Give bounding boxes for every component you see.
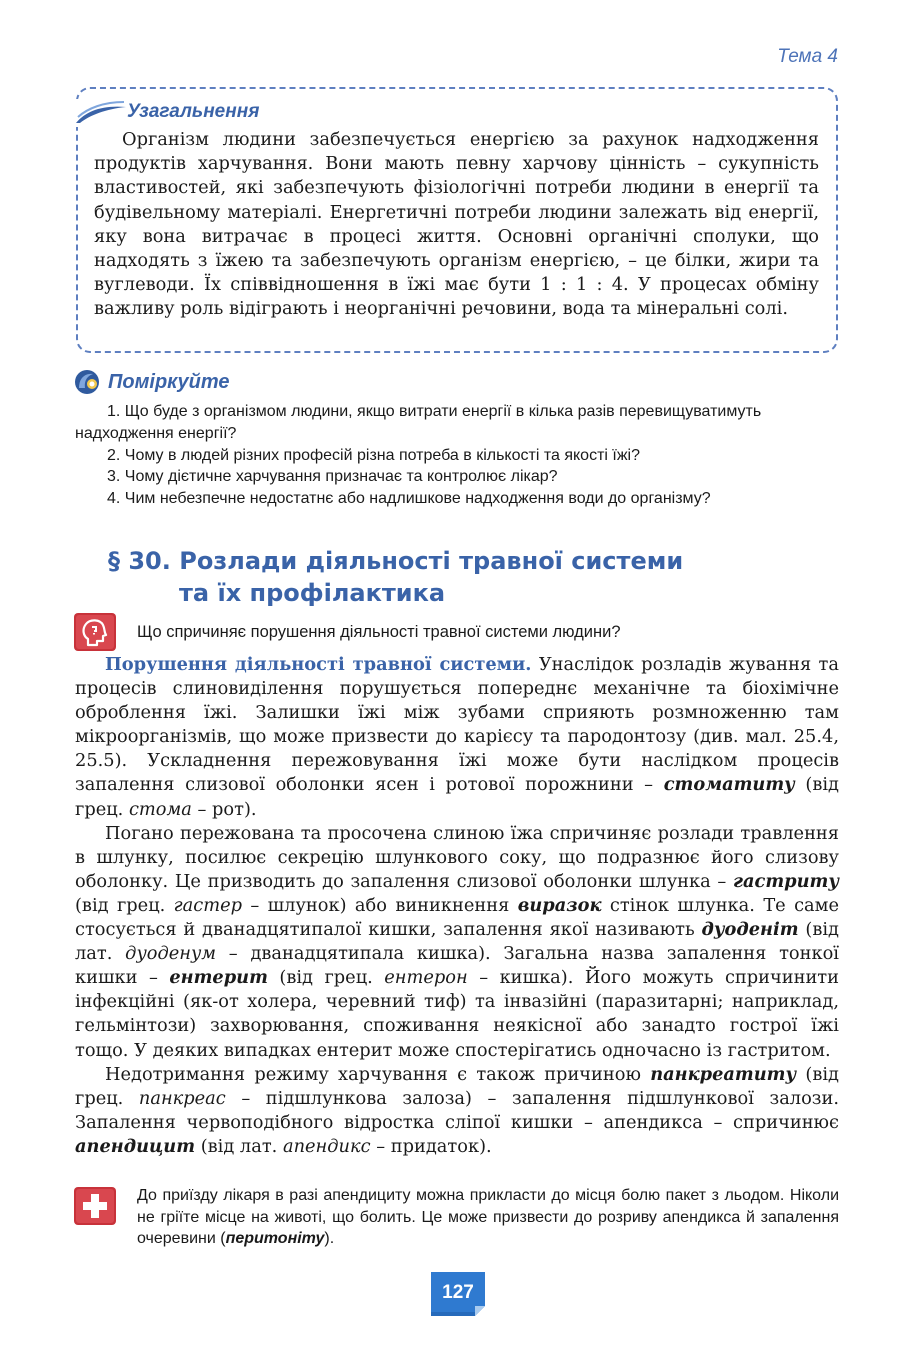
term: гастриту bbox=[733, 870, 839, 892]
term: апендицит bbox=[75, 1135, 196, 1157]
text-run: (від лат. bbox=[195, 1135, 283, 1157]
paragraph-1 bbox=[75, 653, 839, 822]
term: панкреатиту bbox=[650, 1063, 797, 1085]
section-question: Що спричиняє порушення діяльності травної системи людини? bbox=[137, 623, 621, 641]
term: виразок bbox=[517, 894, 602, 916]
main-text bbox=[75, 653, 839, 1159]
text-run: (від грец. bbox=[75, 774, 839, 820]
term: дуоденіт bbox=[701, 919, 799, 941]
lightbulb-head-icon bbox=[73, 368, 101, 396]
etymology: стома bbox=[128, 798, 192, 820]
text-run: (від грец. bbox=[75, 894, 174, 916]
think-title: Поміркуйте bbox=[108, 371, 230, 393]
text-run: – придаток). bbox=[370, 1135, 492, 1157]
question-item: 3. Чому дієтичне харчування призначає та контролює лікар? bbox=[107, 468, 558, 486]
text-run: ). bbox=[324, 1230, 335, 1247]
summary-text: Організм людини забезпечується енергією за рахунок надходження продуктів харчування. Вони мають певну харчову цінність – сукупність властивостей, які забезпечують фізіологічні потреби людини в енергії та будівельному матеріалі. Енергетичні потреби людини залежать від енергії, яку вона витрачає в процесі життя. Основні органічні сполуки, що надходять з їжею та забезпечують організм енергією, – це білки, жири та вуглеводи. Їх співвідношення в їжі має бути 1 : 1 : 4. У процесах обміну важливу роль відіграють і неорганічні речовини, вода та мінеральні солі. bbox=[94, 129, 819, 320]
question-item: 1. Що буде з організмом людини, якщо витрати енергії в кілька разів перевищуватимуть надходження енергії? bbox=[75, 403, 762, 442]
term: ентерит bbox=[169, 967, 268, 989]
paragraph-3 bbox=[75, 1063, 839, 1159]
think-questions bbox=[75, 401, 840, 510]
text-run: (від лат. bbox=[75, 919, 839, 965]
question-head-icon bbox=[73, 612, 119, 652]
page-number: 127 bbox=[442, 1282, 474, 1303]
text-run: (від грец. bbox=[267, 967, 385, 989]
theme-label: Тема 4 bbox=[777, 46, 838, 67]
etymology: ентерон bbox=[384, 967, 468, 989]
swoosh-icon bbox=[74, 99, 128, 125]
etymology: панкреас bbox=[138, 1087, 226, 1109]
section-title-line-2: та їх профілактика bbox=[179, 579, 446, 607]
term: перитоніту bbox=[225, 1230, 325, 1247]
term: стоматиту bbox=[663, 774, 795, 796]
summary-title: Узагальнення bbox=[127, 101, 260, 122]
paragraph-2 bbox=[75, 822, 839, 1063]
etymology: дуоденум bbox=[125, 943, 217, 965]
etymology: апендикс bbox=[282, 1135, 371, 1157]
text-run: Недотримання режиму харчування є також причиною bbox=[105, 1063, 651, 1085]
text-run: Унаслідок розладів жування та процесів слиновиділення порушується попереднє механічне та біохімічне оброблення їжі. Залишки їжі між зубами сприяють розмноженню там мікроорганізмів, що може призвести до карієсу та пародонтозу (див. мал. 25.4, 25.5). Ускладнення пережовування їжі може бути наслідком процесів запалення слизової оболонки ясен і ротової порожнини – bbox=[75, 654, 839, 796]
text-run: – кишка). Його можуть спричинити інфекційні (як-от холера, черевний тиф) та інвазійні (паразитарні; наприклад, гельмінтози) захворювання, споживання неякісної або занадто гострої їжі тощо. У деяких випадках ентерит може спостерігатись одночасно із гастритом. bbox=[75, 967, 839, 1061]
text-run: – шлунок) або виникнення bbox=[241, 894, 518, 916]
text-run: До приїзду лікаря в разі апендициту можна прикласти до місця болю пакет з льодом. Ніколи не гріїте місце на животі, що болить. Це може призвести до розриву апендикса й запалення очеревини ( bbox=[137, 1187, 839, 1247]
first-aid-icon bbox=[73, 1186, 119, 1226]
text-run: – дванадцятипала кишка). Загальна назва запалення тонкої кишки – bbox=[75, 943, 839, 989]
text-run: стінок шлунка. Те саме стосується й дванадцятипалої кишки, запалення якої називають bbox=[75, 894, 839, 941]
question-item: 2. Чому в людей різних професій різна потреба в кількості та якості їжі? bbox=[107, 446, 640, 464]
summary-header bbox=[74, 99, 334, 127]
first-aid-text bbox=[137, 1185, 839, 1250]
text-run: (від грец. bbox=[75, 1063, 839, 1109]
text-run: – підшлункова залоза) – запалення підшлункової залози. Запалення червоподібного відростка сліпої кишки – апендикса – спричинює bbox=[75, 1087, 839, 1133]
section-title bbox=[108, 545, 683, 609]
text-run: – рот). bbox=[191, 798, 257, 820]
question-item: 4. Чим небезпечне недостатнє або надлишкове надходження води до організму? bbox=[107, 490, 711, 508]
section-title-line-1: § 30. Розлади діяльності травної системи bbox=[108, 547, 684, 575]
text-run: Погано пережована та просочена слиною їжа спричиняє розлади травлення в шлунку, посилює секрецію шлункового соку, що подразнює його слизову оболонку. Це призводить до запалення слизової оболонки шлунка – bbox=[75, 822, 839, 892]
paragraph-heading: Порушення діяльності травної системи. bbox=[105, 654, 532, 675]
etymology: гастер bbox=[173, 894, 242, 916]
